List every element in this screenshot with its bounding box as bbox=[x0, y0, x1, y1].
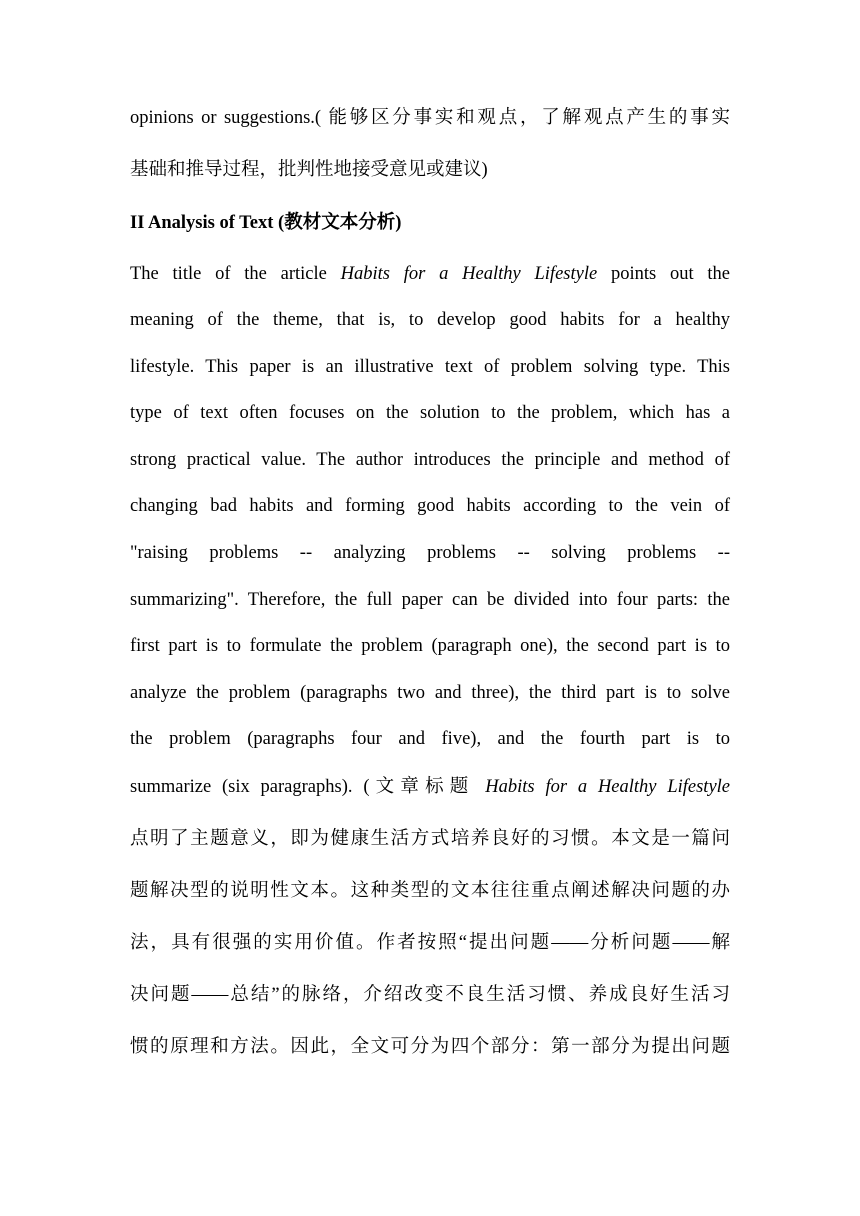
text-line-7: strong practical value. The author introduces the principle and method of bbox=[130, 450, 730, 470]
text-line-5: lifestyle. This paper is an illustrative text of problem solving type. This bbox=[130, 357, 730, 377]
text-line-19: 惯的原理和方法。因此，全文可分为四个部分：第一部分为提出问题 bbox=[130, 1037, 730, 1057]
text-line-15: 点明了主题意义，即为健康生活方式培养良好的习惯。本文是一篇问 bbox=[130, 829, 730, 849]
text-line-13: the problem (paragraphs four and five), and the fourth part is to bbox=[130, 729, 730, 749]
article-title-italic: Habits for a Healthy Lifestyle bbox=[485, 777, 731, 797]
text-segment: points out the bbox=[610, 264, 730, 284]
text-line-17: 法，具有很强的实用价值。作者按照“提出问题——分析问题——解 bbox=[130, 933, 730, 953]
text-line-1: opinions or suggestions.( 能够区分事实和观点，了解观点产生的事实 bbox=[130, 108, 730, 128]
text-line-12: analyze the problem (paragraphs two and three), the third part is to solve bbox=[130, 683, 730, 703]
text-line-11: first part is to formulate the problem (paragraph one), the second part is to bbox=[130, 636, 730, 656]
text-line-2: 基础和推导过程，批判性地接受意见或建议) bbox=[130, 160, 488, 180]
text-line-16: 题解决型的说明性文本。这种类型的文本往往重点阐述解决问题的办 bbox=[130, 881, 730, 901]
text-line-14 bbox=[130, 775, 730, 799]
text-segment: The title of the article bbox=[130, 264, 327, 284]
text-line-10: summarizing". Therefore, the full paper can be divided into four parts: the bbox=[130, 590, 730, 610]
text-line-6: type of text often focuses on the solution to the problem, which has a bbox=[130, 403, 730, 423]
text-line-8: changing bad habits and forming good habits according to the vein of bbox=[130, 496, 730, 516]
text-line-4: meaning of the theme, that is, to develop good habits for a healthy bbox=[130, 310, 730, 330]
text-line-9: "raising problems -- analyzing problems -- solving problems -- bbox=[130, 543, 730, 563]
text-line-3 bbox=[130, 262, 730, 286]
article-title-italic: Habits for a Healthy Lifestyle bbox=[340, 264, 598, 284]
text-line-18: 决问题——总结”的脉络，介绍改变不良生活习惯、养成良好生活习 bbox=[130, 985, 730, 1005]
section-heading: II Analysis of Text (教材文本分析) bbox=[130, 213, 402, 233]
text-segment: summarize (six paragraphs). (文章标题 bbox=[130, 777, 475, 797]
